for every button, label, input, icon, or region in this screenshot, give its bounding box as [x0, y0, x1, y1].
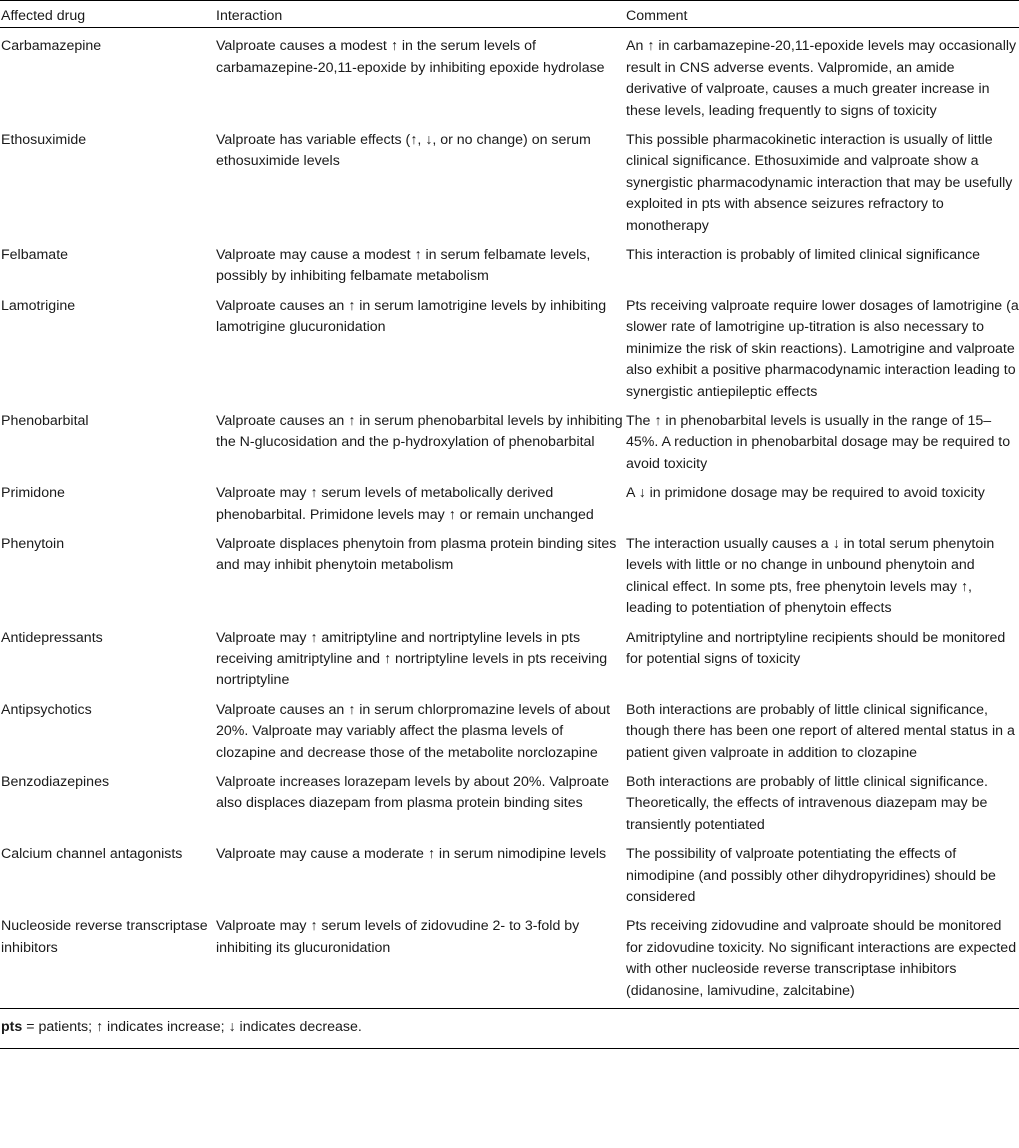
cell-drug: Phenytoin [1, 535, 65, 552]
footnote-term: pts [1, 1019, 23, 1036]
table-row [0, 288, 1019, 403]
table-footnote [0, 1008, 1019, 1049]
cell-comment: Pts receiving valproate require lower dosages of lamotrigine (a slower rate of lamotrigine up-titration is also necessary to minimize the risk of skin reactions). Lamotrigine and valproate also exhibit a positive pharmacodynamic interaction leading to synergistic antiepileptic effects [626, 297, 1019, 400]
table-row [0, 475, 1019, 526]
header-row [0, 1, 1019, 28]
table-row [0, 836, 1019, 908]
cell-comment: The interaction usually causes a ↓ in total serum phenytoin levels with little or no change in unbound phenytoin and clinical effect. In some pts, free phenytoin levels may ↑, leading to potentiation of phenytoin effects [626, 535, 995, 617]
cell-interaction: Valproate may cause a modest ↑ in serum felbamate levels, possibly by inhibiting felbamate metabolism [216, 247, 591, 285]
header-interaction: Interaction [215, 1, 625, 28]
cell-comment: An ↑ in carbamazepine-20,11-epoxide levels may occasionally result in CNS adverse events. Valpromide, an amide derivative of valproate, causes a much greater increase in these levels, leading frequently to signs of toxicity [626, 38, 1017, 119]
cell-interaction: Valproate has variable effects (↑, ↓, or no change) on serum ethosuximide levels [216, 132, 591, 170]
cell-drug: Antipsychotics [1, 701, 92, 718]
header-comment: Comment [625, 1, 1019, 28]
cell-drug: Phenobarbital [1, 412, 89, 429]
cell-comment: This possible pharmacokinetic interaction is usually of little clinical significance. Ethosuximide and valproate show a synergistic pharmacodynamic interaction that may be usefully exploited in pts with absence seizures refractory to monotherapy [626, 132, 1013, 234]
table-row [0, 692, 1019, 764]
table-row [0, 764, 1019, 836]
cell-comment: This interaction is probably of limited clinical significance [626, 247, 981, 264]
cell-interaction: Valproate causes an ↑ in serum chlorpromazine levels of about 20%. Valproate may variably affect the plasma levels of clozapine and decrease those of the metabolite norclozapine [216, 701, 611, 761]
cell-drug: Felbamate [1, 247, 69, 264]
cell-interaction: Valproate may ↑ serum levels of zidovudine 2- to 3-fold by inhibiting its glucuronidation [216, 918, 580, 956]
cell-drug: Benzodiazepines [1, 774, 110, 790]
cell-interaction: Valproate causes an ↑ in serum phenobarbital levels by inhibiting the N-glucosidation and the p-hydroxylation of phenobarbital [216, 412, 623, 451]
table-row [0, 620, 1019, 692]
cell-interaction: Valproate increases lorazepam levels by about 20%. Valproate also displaces diazepam from plasma protein binding sites [216, 774, 610, 812]
cell-interaction: Valproate may ↑ serum levels of metabolically derived phenobarbital. Primidone levels may ↑ or remain unchanged [216, 485, 594, 523]
cell-comment: Both interactions are probably of little clinical significance. Theoretically, the effects of intravenous diazepam may be transiently potentiated [626, 774, 988, 833]
cell-comment: The ↑ in phenobarbital levels is usually in the range of 15–45%. A reduction in phenobarbital dosage may be required to avoid toxicity [626, 412, 1011, 472]
table-row [0, 237, 1019, 288]
table-row [0, 908, 1019, 1002]
table-header [0, 1, 1019, 28]
cell-interaction: Valproate causes a modest ↑ in the serum levels of carbamazepine-20,11-epoxide by inhibiting epoxide hydrolase [216, 38, 605, 76]
cell-drug: Primidone [1, 485, 65, 502]
table-row [0, 122, 1019, 237]
cell-drug: Nucleoside reverse transcriptase inhibitors [1, 918, 208, 956]
cell-comment: The possibility of valproate potentiating the effects of nimodipine (and possibly other dihydropyridines) should be considered [626, 846, 996, 906]
cell-comment: Amitriptyline and nortriptyline recipients should be monitored for potential signs of toxicity [626, 629, 1006, 667]
cell-comment: Both interactions are probably of little clinical significance, though there has been one report of altered mental status in a patient given valproate in addition to clozapine [626, 701, 1015, 761]
table-body [0, 28, 1019, 1002]
header-affected-drug: Affected drug [0, 1, 215, 28]
table-row [0, 526, 1019, 620]
cell-drug: Calcium channel antagonists [1, 846, 183, 863]
cell-drug: Ethosuximide [1, 132, 87, 149]
cell-comment: Pts receiving zidovudine and valproate should be monitored for zidovudine toxicity. No significant interactions are expected with other nucleoside reverse transcriptase inhibitors (didanosine, lamivudine, zalcitabine) [626, 918, 1017, 999]
cell-drug: Antidepressants [1, 629, 103, 646]
cell-interaction: Valproate may ↑ amitriptyline and nortriptyline levels in pts receiving amitriptyline and ↑ nortriptyline levels in pts receiving nortriptyline [216, 629, 608, 689]
footnote-text: = patients; ↑ indicates increase; ↓ indicates decrease. [22, 1019, 362, 1036]
cell-drug: Lamotrigine [1, 297, 76, 314]
cell-interaction: Valproate displaces phenytoin from plasma protein binding sites and may inhibit phenytoin metabolism [216, 535, 617, 574]
cell-interaction: Valproate may cause a moderate ↑ in serum nimodipine levels [216, 846, 607, 863]
cell-drug: Carbamazepine [1, 38, 102, 55]
table-row [0, 403, 1019, 475]
cell-comment: A ↓ in primidone dosage may be required to avoid toxicity [626, 485, 985, 502]
table-row [0, 28, 1019, 122]
cell-interaction: Valproate causes an ↑ in serum lamotrigine levels by inhibiting lamotrigine glucuronidation [216, 297, 607, 336]
